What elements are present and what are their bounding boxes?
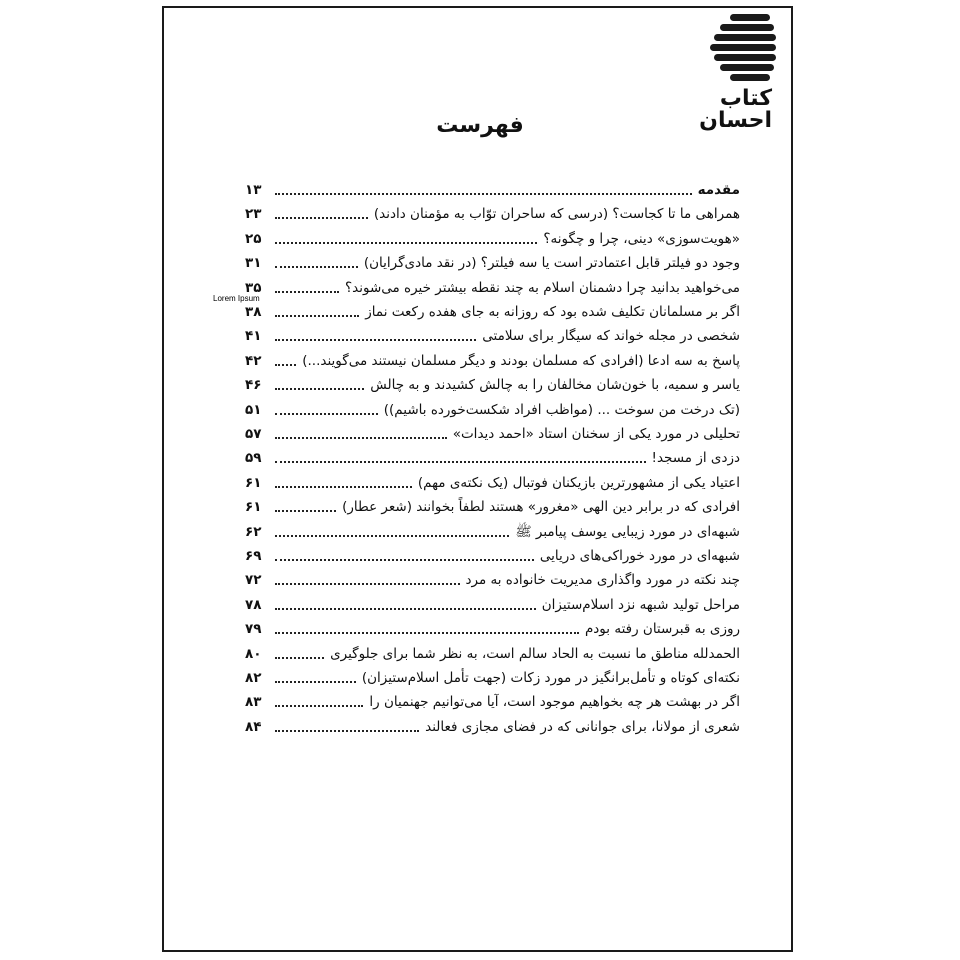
toc-leader-dots xyxy=(275,266,358,268)
toc-entry-title: شخصی در مجله خواند که سیگار برای سلامتی xyxy=(482,328,740,345)
toc-entry-page: ۳۸ xyxy=(245,304,262,320)
toc-leader-dots xyxy=(275,681,356,683)
toc-leader-dots xyxy=(275,657,324,659)
logo-line-2: احسان xyxy=(699,108,772,133)
toc-entry-title: اگر بر مسلمانان تکلیف شده بود که روزانه به جای هفده رکعت نماز xyxy=(365,304,740,320)
toc-entry-page: ۸۴ xyxy=(245,718,262,735)
toc-entry[interactable] xyxy=(245,640,740,664)
toc-entry[interactable] xyxy=(245,469,740,493)
toc-entry-title: پاسخ به سه ادعا (افرادی که مسلمان بودند و دیگر مسلمان نیستند می‌گویند...) xyxy=(302,352,740,369)
toc-entry-page: ۳۱ xyxy=(245,255,262,272)
logo-line-1: کتاب xyxy=(719,86,772,111)
toc-leader-dots xyxy=(275,388,364,390)
toc-entry-title: «هویت‌سوزی» دینی، چرا و چگونه؟ xyxy=(543,230,740,247)
toc-entry[interactable] xyxy=(245,322,740,346)
toc-entry[interactable] xyxy=(245,566,740,590)
toc-entry-title: می‌خواهید بدانید چرا دشمنان اسلام به چند نقطه بیشتر خیره می‌شوند؟ xyxy=(344,279,740,296)
toc-entry-page: ۸۲ xyxy=(245,670,262,686)
toc-entry-title: الحمدلله مناطق ما نسبت به الحاد سالم است، به نظر شما برای جلوگیری xyxy=(330,645,740,662)
toc-entry-page: ۵۷ xyxy=(245,426,262,442)
toc-entry-page: ۳۵ xyxy=(245,279,262,296)
toc-entry[interactable] xyxy=(245,200,740,224)
toc-leader-dots xyxy=(275,535,509,537)
toc-leader-dots xyxy=(275,217,368,219)
toc-entry-page: ۶۱ xyxy=(245,499,262,516)
toc-entry-page: ۲۵ xyxy=(245,230,262,247)
toc-entry[interactable] xyxy=(245,615,740,639)
toc-entry-page: ۶۹ xyxy=(245,548,262,564)
toc-entry-page: ۶۲ xyxy=(245,523,262,540)
toc-entry-title: اعتیاد یکی از مشهورترین بازیکنان فوتبال (یک نکته‌ی مهم) xyxy=(417,474,740,491)
toc-entry[interactable] xyxy=(245,444,740,468)
toc-entry-page: ۱۳ xyxy=(245,182,262,198)
toc-entry-title: یاسر و سمیه، با خون‌شان مخالفان را به چالش کشیدند و به چالش xyxy=(370,377,740,394)
toc-leader-dots xyxy=(275,291,339,293)
toc-entry[interactable] xyxy=(245,371,740,395)
toc-entry-page: ۸۳ xyxy=(245,694,262,711)
logo-stripes-icon xyxy=(708,14,776,84)
toc-leader-dots xyxy=(275,510,336,512)
toc-entry[interactable] xyxy=(245,542,740,566)
toc-leader-dots xyxy=(275,608,536,610)
toc-entry-title: شبهه‌ای در مورد زیبایی یوسف پیامبر ﷺ xyxy=(515,523,740,540)
toc-leader-dots xyxy=(275,242,537,244)
toc-entry[interactable] xyxy=(245,396,740,420)
toc-leader-dots xyxy=(275,315,359,317)
watermark-text: Lorem Ipsum xyxy=(213,294,260,303)
toc-entry-page: ۴۶ xyxy=(245,377,262,394)
toc-entry[interactable] xyxy=(245,176,740,200)
toc-leader-dots xyxy=(275,730,419,732)
toc-entry-page: ۷۸ xyxy=(245,596,262,613)
toc-entry-page: ۷۲ xyxy=(245,572,262,589)
toc-entry[interactable] xyxy=(245,713,740,737)
toc-entry-title: روزی به قبرستان رفته بودم xyxy=(584,621,740,638)
toc-entry-title: تحلیلی در مورد یکی از سخنان استاد «احمد دیدات» xyxy=(452,426,740,442)
toc-entry[interactable] xyxy=(245,493,740,517)
toc-entry-page: ۵۱ xyxy=(245,401,262,418)
toc-entry-page: ۴۱ xyxy=(245,328,262,345)
page-title: فهرست xyxy=(436,113,524,138)
toc-leader-dots xyxy=(275,705,363,707)
toc-entry-title: اگر در بهشت هر چه بخواهیم موجود است، آیا می‌توانیم جهنمیان را xyxy=(369,694,740,711)
toc-entry-title: افرادی که در برابر دین الهی «مغرور» هستند لطفاً بخوانند (شعر عطار) xyxy=(342,499,740,516)
toc-entry-title: شبهه‌ای در مورد خوراکی‌های دریایی xyxy=(539,548,740,564)
toc-entry[interactable] xyxy=(245,298,740,322)
toc-entry-title: شعری از مولانا، برای جوانانی که در فضای مجازی فعالند xyxy=(425,718,740,735)
toc-leader-dots xyxy=(275,559,534,561)
toc-leader-dots xyxy=(275,437,447,439)
toc-entry[interactable] xyxy=(245,274,740,298)
toc-entry-page: ۷۹ xyxy=(245,621,262,638)
toc-leader-dots xyxy=(275,632,579,634)
toc-entry-page: ۸۰ xyxy=(245,645,262,662)
toc-leader-dots xyxy=(275,339,476,341)
toc-entry-page: ۶۱ xyxy=(245,474,262,491)
toc-entry[interactable] xyxy=(245,347,740,371)
toc-entry-title: نکته‌ای کوتاه و تأمل‌برانگیز در مورد زکات (جهت تأمل اسلام‌ستیزان) xyxy=(361,670,740,686)
toc-entry-title: وجود دو فیلتر قابل اعتمادتر است یا سه فیلتر؟ (در نقد مادی‌گرایان) xyxy=(363,255,740,272)
toc-leader-dots xyxy=(275,461,646,463)
toc-entry-title: مقدمه xyxy=(697,182,740,198)
toc-leader-dots xyxy=(275,364,296,366)
toc-entry-page: ۵۹ xyxy=(245,450,262,467)
toc-entry-title: چند نکته در مورد واگذاری مدیریت خانواده به مرد xyxy=(465,572,740,589)
toc-entry-page: ۲۳ xyxy=(245,206,262,223)
toc-leader-dots xyxy=(275,486,412,488)
toc-leader-dots xyxy=(275,413,378,415)
toc-entry[interactable] xyxy=(245,688,740,712)
toc-entry-page: ۴۲ xyxy=(245,352,262,369)
toc-entry[interactable] xyxy=(245,591,740,615)
publisher-logo xyxy=(700,12,780,132)
toc-entry[interactable] xyxy=(245,249,740,273)
toc-entry[interactable] xyxy=(245,420,740,444)
toc-entry[interactable] xyxy=(245,518,740,542)
toc-leader-dots xyxy=(275,583,460,585)
toc-entry-title: مراحل تولید شبهه نزد اسلام‌ستیزان xyxy=(541,596,740,613)
toc-leader-dots xyxy=(275,193,692,195)
toc-entry-title: همراهی ما تا کجاست؟ (درسی که ساحران توّاب به مؤمنان دادند) xyxy=(373,206,740,223)
toc-entry[interactable] xyxy=(245,225,740,249)
toc-entry[interactable] xyxy=(245,664,740,688)
toc-entry-title: (تک درخت من سوخت ... (مواظب افراد شکست‌خورده باشیم)) xyxy=(383,401,740,418)
toc-entry-title: دزدی از مسجد! xyxy=(651,450,740,467)
